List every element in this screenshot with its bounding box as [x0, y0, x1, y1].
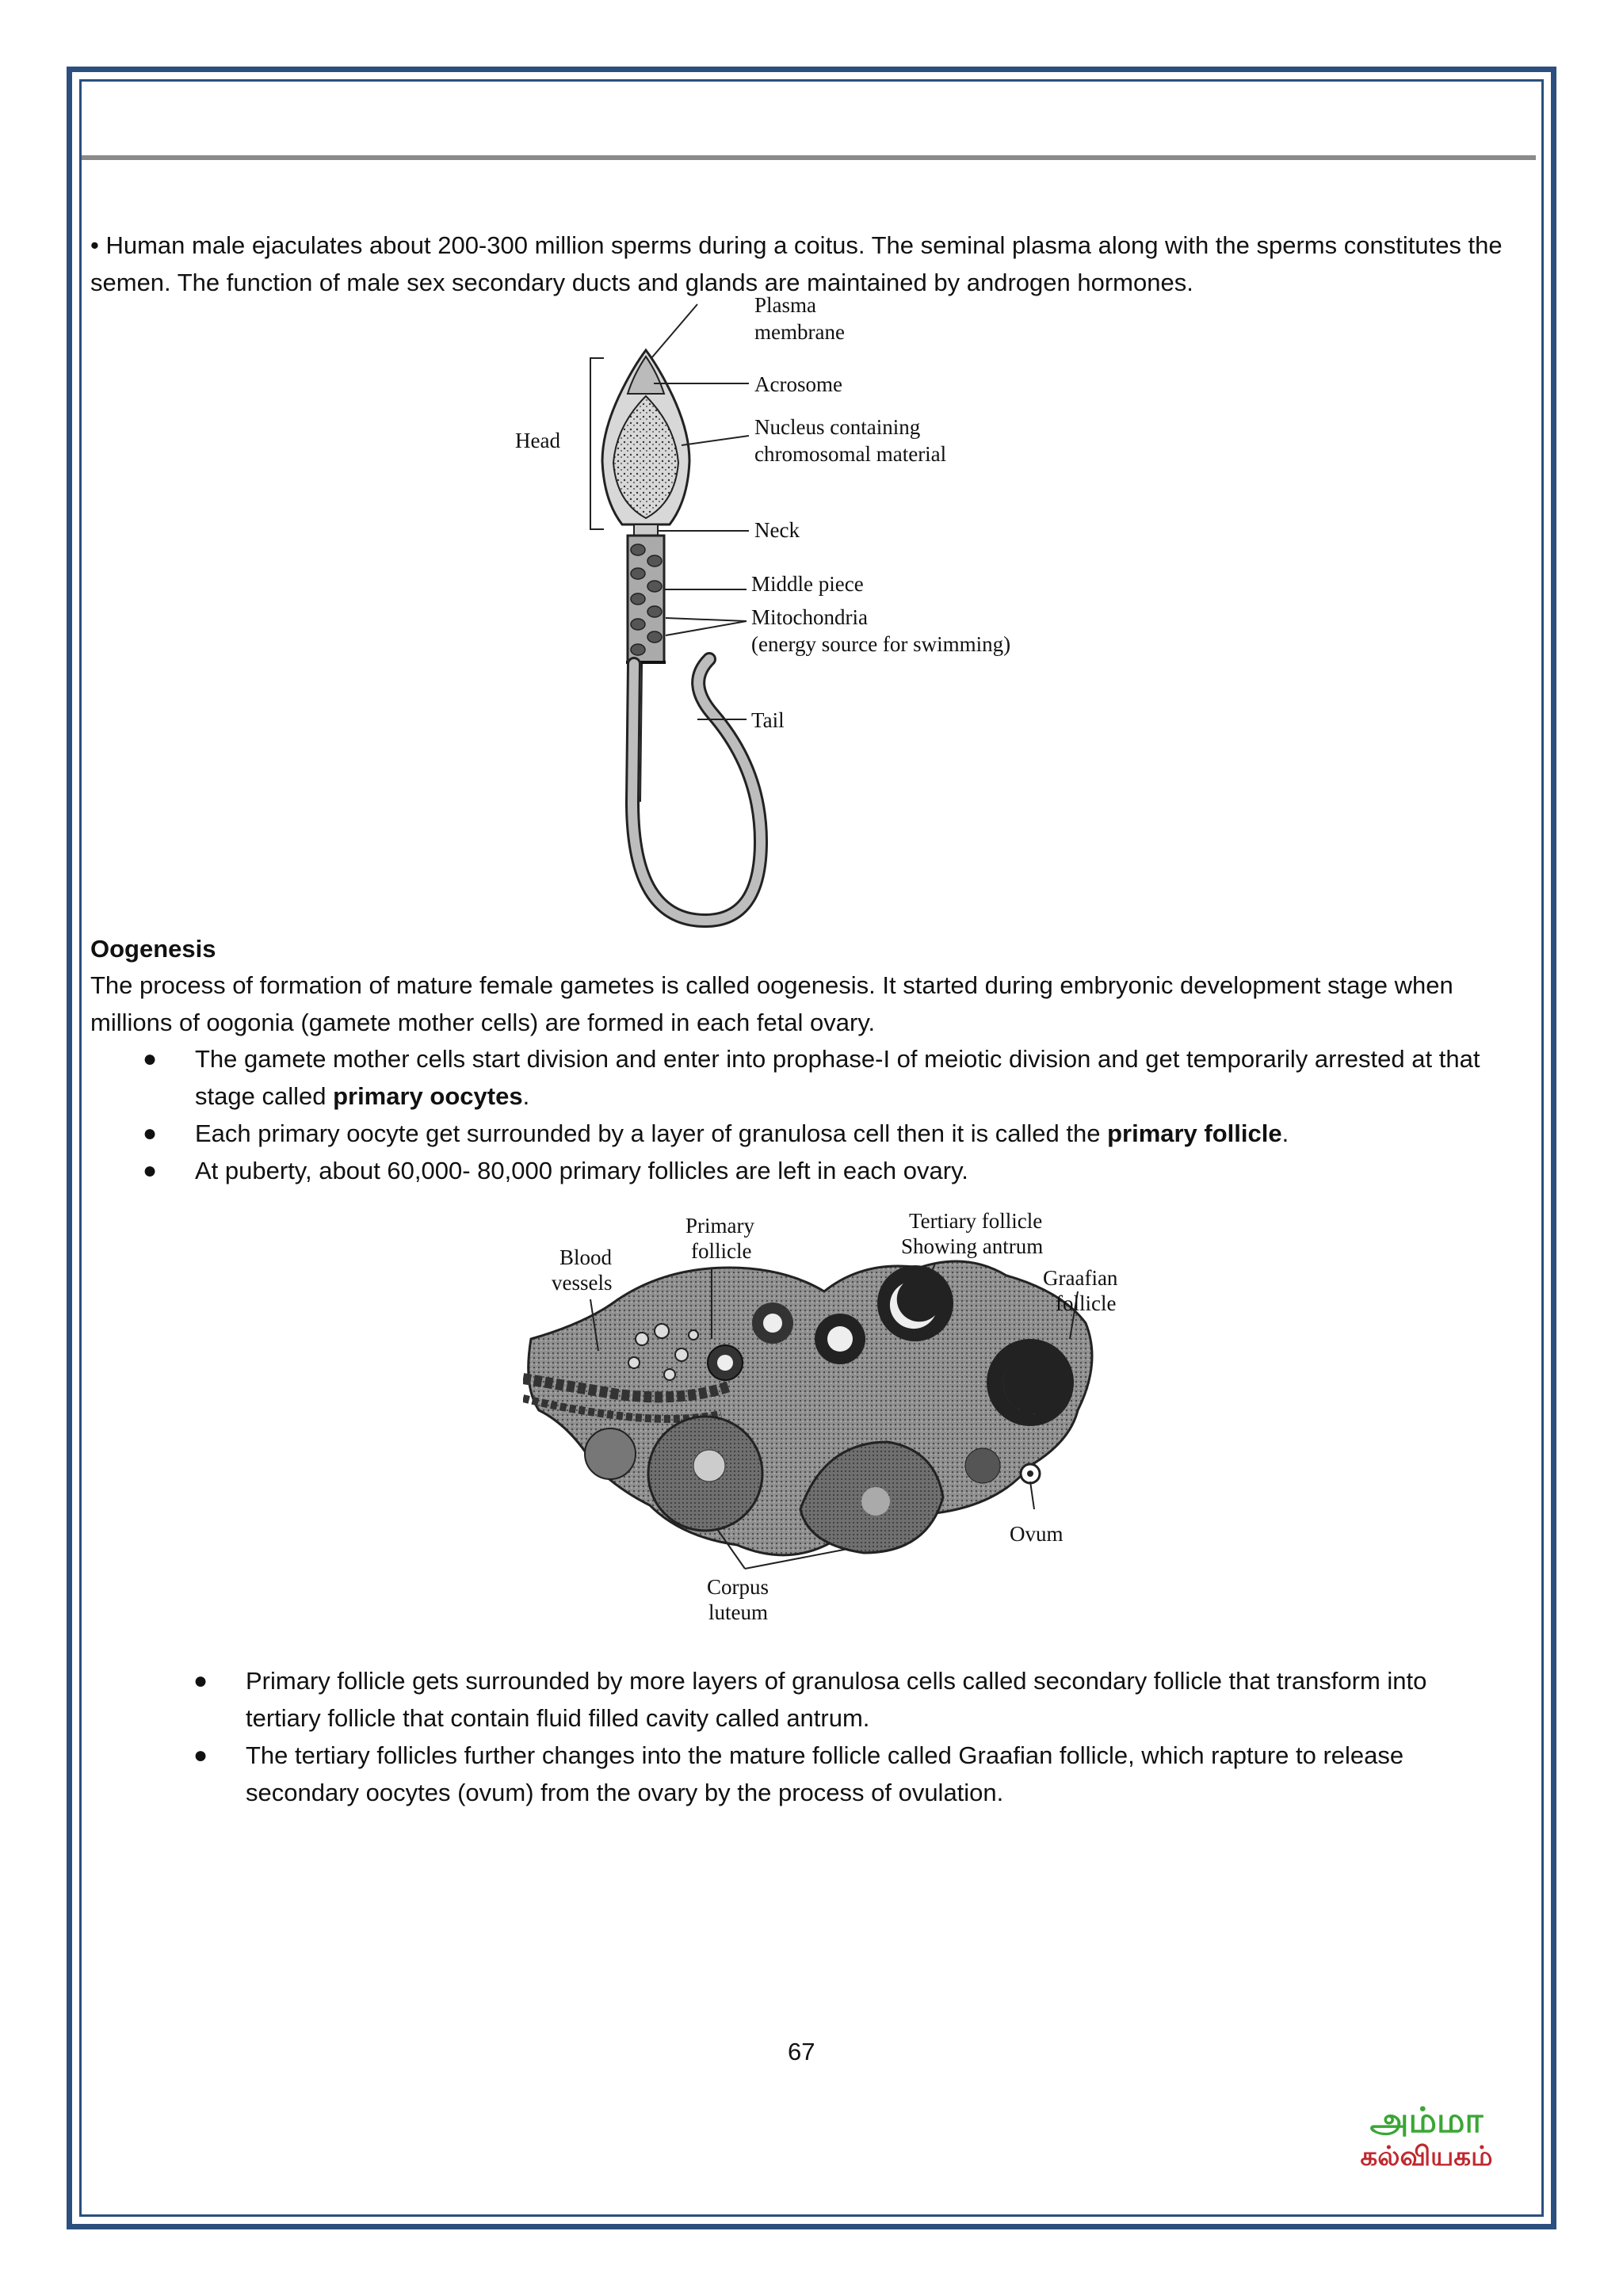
header-rule: [82, 155, 1536, 160]
bullet-text: The gamete mother cells start division and enter into prophase-I of meiotic division and get temporarily arrested at that stage called: [195, 1045, 1480, 1110]
label-mitochondria-note: (energy source for swimming): [751, 632, 1011, 656]
label-mitochondria: Mitochondria: [751, 605, 868, 629]
bullet-bold-term: primary follicle: [1107, 1119, 1282, 1147]
ovary-diagram: [523, 1204, 1157, 1624]
bullet-icon: ●: [193, 1668, 208, 1694]
label-corpus: Corpus: [707, 1575, 769, 1599]
amma-logo: [1331, 2101, 1522, 2172]
label-tertiary: Tertiary follicle: [909, 1209, 1043, 1233]
label-nucleus-2: chromosomal material: [754, 442, 947, 466]
label-graafian-follicle: follicle: [1056, 1291, 1117, 1315]
label-tail: Tail: [751, 708, 785, 732]
label-acrosome: Acrosome: [754, 372, 842, 396]
label-graafian: Graafian: [1043, 1266, 1118, 1290]
list-item: [90, 1040, 1517, 1115]
label-nucleus-1: Nucleus containing: [754, 415, 921, 439]
label-membrane: membrane: [754, 320, 845, 344]
bullet-text: At puberty, about 60,000- 80,000 primary follicles are left in each ovary.: [195, 1157, 968, 1184]
label-blood: Blood: [559, 1245, 613, 1269]
list-item: [90, 1115, 1517, 1152]
label-middle-piece: Middle piece: [751, 572, 864, 596]
follicle-bullet-list: [141, 1662, 1504, 1811]
bullet-icon: ●: [193, 1742, 208, 1768]
bullet-icon: ●: [143, 1158, 158, 1184]
label-antrum: Showing antrum: [901, 1234, 1044, 1258]
oogenesis-paragraph: The process of formation of mature female gametes is called oogenesis. It started during embryonic development stage when millions of oogonia (gamete mother cells) are formed in each fetal ovary.: [90, 971, 1453, 1036]
label-head: Head: [515, 429, 560, 452]
label-luteum: luteum: [708, 1600, 768, 1624]
bullet-bold-term: primary oocytes: [333, 1082, 523, 1110]
bullet-icon: ●: [143, 1120, 158, 1146]
label-vessels: vessels: [552, 1271, 613, 1295]
oogenesis-heading: Oogenesis: [90, 935, 216, 963]
list-item: [90, 1152, 1517, 1189]
label-neck: Neck: [754, 518, 800, 542]
logo-line-2: கல்வியகம்: [1360, 2141, 1493, 2172]
bullet-icon: ●: [143, 1046, 158, 1072]
intro-paragraph: • Human male ejaculates about 200-300 million sperms during a coitus. The seminal plasma along with the sperms constitutes the semen. The function of male sex secondary ducts and glands are maintained by androgen hormones.: [90, 231, 1503, 296]
list-item: [141, 1662, 1504, 1737]
label-plasma: Plasma: [754, 295, 816, 317]
label-ovum: Ovum: [1010, 1522, 1064, 1546]
oogenesis-bullet-list: [90, 1040, 1517, 1189]
list-item: [141, 1737, 1504, 1811]
bullet-text: Primary follicle gets surrounded by more layers of granulosa cells called secondary follicle that transform into tertiary follicle that contain fluid filled cavity called antrum.: [246, 1667, 1427, 1732]
page-number: 67: [788, 2038, 815, 2065]
label-primary-follicle: follicle: [691, 1239, 752, 1263]
bullet-end: .: [1281, 1119, 1289, 1147]
bullet-text: The tertiary follicles further changes into the mature follicle called Graafian follicle, which rapture to release secondary oocytes (ovum) from the ovary by the process of ovulation.: [246, 1741, 1404, 1806]
label-primary: Primary: [685, 1214, 754, 1238]
logo-line-1: அம்மா: [1369, 2100, 1484, 2141]
sperm-diagram: [515, 295, 1117, 929]
bullet-text: Each primary oocyte get surrounded by a layer of granulosa cell then it is called the: [195, 1119, 1108, 1147]
bullet-end: .: [522, 1082, 530, 1110]
